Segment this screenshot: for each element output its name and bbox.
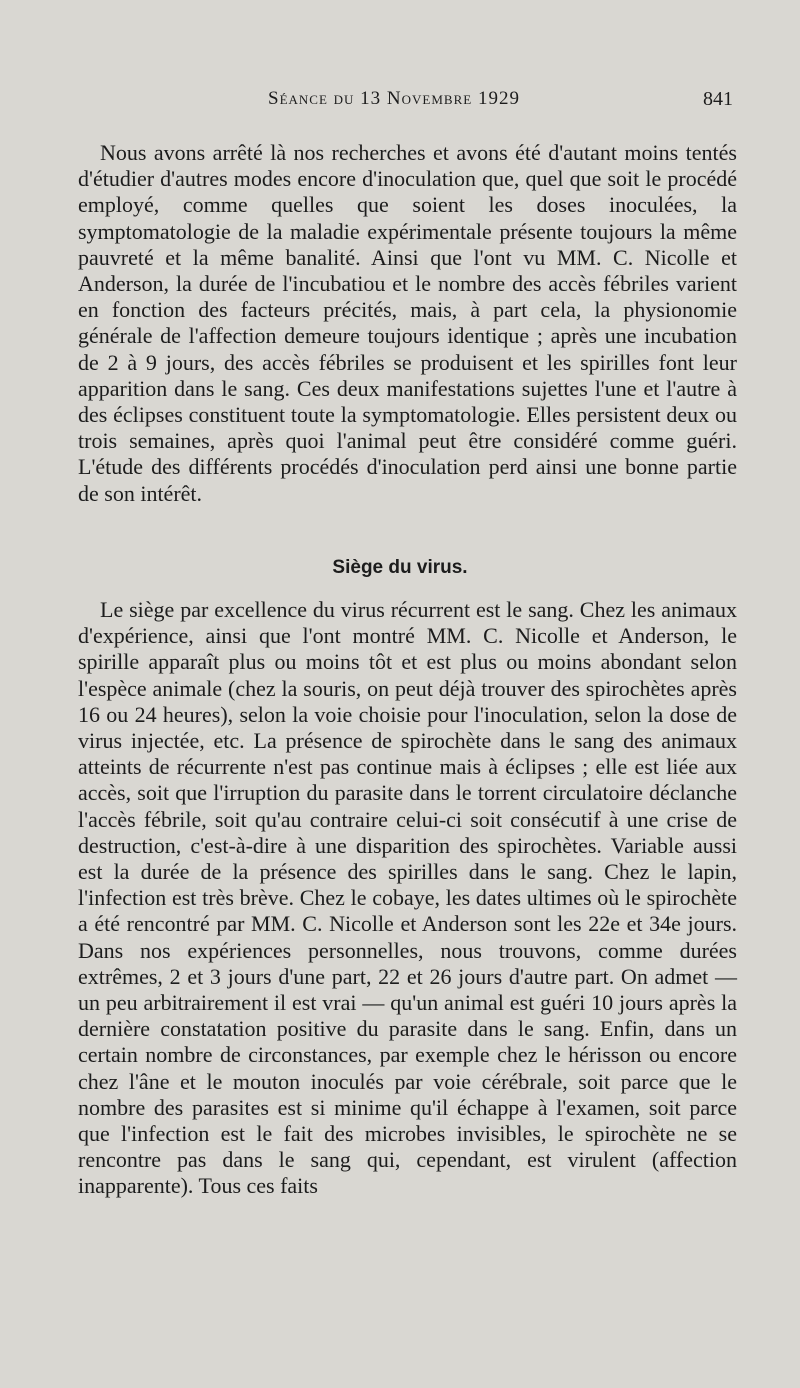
running-title: Séance du 13 Novembre 1929	[268, 88, 520, 109]
paragraph-inoculation: Nous avons arrêté là nos recherches et avons été d'autant moins tentés d'étudier d'autres modes encore d'inoculation que, quel que soit le procédé employé, comme quelles que soient les doses inoculées, la symptomatologie de la maladie expérimentale présente toujours la même pauvreté et la même banalité. Ainsi que l'ont vu MM. C. Nicolle et Anderson, la durée de l'incubatiou et le nombre des accès fébriles varient en fonction des facteurs précités, mais, à part cela, la physionomie générale de l'affection demeure toujours identique ; après une incubation de 2 à 9 jours, des accès fébriles se produisent et les spirilles font leur apparition dans le sang. Ces deux manifestations sujettes l'une et l'autre à des éclipses constituent toute la symptomatologie. Elles persistent deux ou trois semaines, après quoi l'animal peut être considéré comme guéri. L'étude des différents procédés d'inoculation perd ainsi une bonne partie de son intérêt.	[78, 140, 737, 506]
section-heading: Siège du virus.	[332, 557, 468, 578]
page-number: 841	[703, 88, 733, 110]
paragraph-siege-du-virus: Le siège par excellence du virus récurrent est le sang. Chez les animaux d'expérience, ainsi que l'ont montré MM. C. Nicolle et Anderson, le spirille apparaît plus ou moins tôt et est plus ou moins abondant selon l'espèce animale (chez la souris, on peut déjà trouver des spirochètes après 16 ou 24 heures), selon la voie choisie pour l'inoculation, selon la dose de virus injectée, etc. La présence de spirochète dans le sang des animaux atteints de récurrente n'est pas continue mais à éclipses ; elle est liée aux accès, soit que l'irruption du parasite dans le torrent circulatoire déclanche l'accès fébrile, soit qu'au contraire celui-ci soit consécutif à une crise de destruction, c'est-à-dire à une disparition des spirochètes. Variable aussi est la durée de la présence des spirilles dans le sang. Chez le lapin, l'infection est très brève. Chez le cobaye, les dates ultimes où le spirochète a été rencontré par MM. C. Nicolle et Anderson sont les 22e et 34e jours. Dans nos expériences personnelles, nous trouvons, comme durées extrêmes, 2 et 3 jours d'une part, 22 et 26 jours d'autre part. On admet — un peu arbitrairement il est vrai — qu'un animal est guéri 10 jours après la dernière constatation positive du parasite dans le sang. Enfin, dans un certain nombre de circonstances, par exemple chez le hérisson ou encore chez l'âne et le mouton inoculés par voie cérébrale, soit parce que le nombre des parasites est si minime qu'il échappe à l'examen, soit parce que l'infection est le fait des microbes invisibles, le spirochète ne se rencontre pas dans le sang qui, cependant, est virulent (affection inapparente). Tous ces faits	[78, 597, 737, 1199]
running-head	[0, 88, 800, 118]
